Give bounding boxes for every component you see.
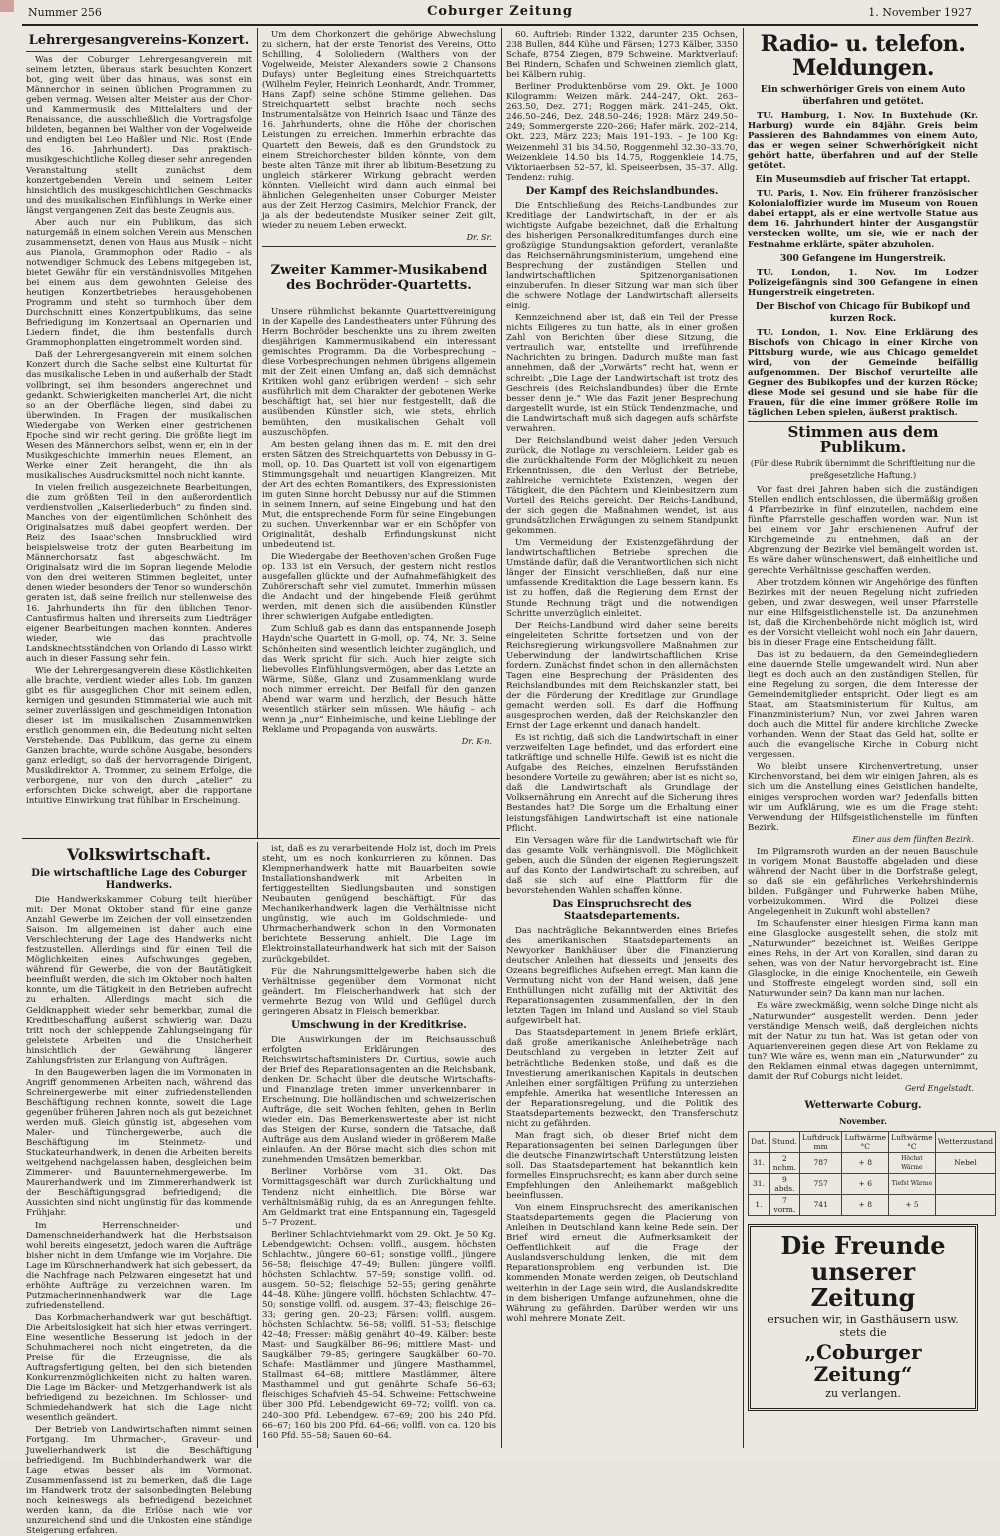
letter-signature: Gerd Engelstadt. [905,1083,974,1093]
article-paragraph: In vielen freilich ausgezeichnete Bearbeitungen, die zum größten Teil in den außerordentlich verdienstvollen „Kaiserliederbuch“ zu finden sind. Manches von der eigentümlichen Schönheit des Originalsatzes muß dabei geopfert werden. Der Reiz des Isaac'schen Innsbrucklied wird beispielsweise trotz der guten Bearbeitung im Männerchorsatz fast abgeschwächt. Im Originalsatz wird die im Sopran liegende Melodie von den drei weiteren Stimmen begleitet, unter denen wieder besonders der Tenor so wunderschön geraten ist, daß seine freilich nur stellenweise des 16. Jahrhunderts ihn für den üblichen Tenor-Cantusfirmus halten und ihrerseits zum Liedträger eigener Bearbeitungen machen konnten. Anderes wieder, wie das prachtvolle Landsknechtsständchen von Orlando di Lasso wirkt auch in dieser Fassung sehr fein. [26,482,252,664]
article-paragraph: Die Handwerkskammer Coburg teilt hierüber mit: Der Monat Oktober stand für eine ganze Anzahl Gewerbe im Zeichen der voll einsetzenden Saison. Im allgemeinen ist daher auch eine Verschlechterung der Lage des Handwerks nicht festzustellen. Allerdings sind für einen Teil die Möglichkeiten eines Aufschwunges gegeben, während für Gewerbe, die von der Bautätigkeit beeinflußt werden, die sich im Oktober noch halten konnte, um die Tätigkeit in den Betrieben aufrecht zu erhalten. Allerdings macht sich die Geldknappheit wieder sehr bemerkbar, zumal die Kreditbeschaffung außerst schwierig war. Dazu tritt noch der schleppende Zahlungseingang für geleistete Arbeiten und die Unsicherheit hinsichtlich der Gewährung längerer Zahlungsfristen zur Erlangung von Aufträgen. [26,895,252,1066]
weather-header-cell: Wetterzustand [935,1131,995,1152]
article-title: Das Einspruchsrecht des Staatsdepartements. [552,898,692,922]
letter-paragraph: Das ist zu bedauern, da den Gemeindegliedern eine dauernde Stelle umgewandelt wird. Nun aber liegt es doch auch an den zuständigen Stellen, für eine Regelung zu sorgen, die dem Interesse der Gemeindemitglieder entspricht. Oder liegt es am Staat, am Staatsministerium für Kultus, am Finanzministerium? Nun, vor zwei Jahren waren doch auch die Mittel für andere kirchliche Zwecke vorhanden. Wenn der Staat das Geld hat, sollte er auch die evangelische Kirche in Coburg nicht vergessen. [748,649,978,761]
ad-text: zu verlangen. [825,1386,901,1400]
article-signature: Dr. Sr. [466,232,492,242]
article-paragraph: Das nachträgliche Bekanntwerden eines Briefes des amerikanischen Staatsdepartements an Newyorker Bankhäuser über die Finanzierung deutscher Anleihen hat diesseits und jenseits des Ozeans begreifliches Aufsehen erregt. Man kann die Vermutung nicht von der Hand weisen, daß jene Enthüllungen nicht zufällig mit der Aktivität des Reparationsagenten zusammenfallen, der in den letzten Tagen im Inland und Ausland so viel Staub aufgewirbelt hat. [506,925,738,1027]
article-title: Zweiter Kammer-Musikabend des Bochröder-Quartetts. [270,262,488,293]
article-paragraph: Die Auswirkungen der im Reichsausschuß erfolgten Erklärungen des Reichswirtschaftsministers Dr. Curtius, sowie auch der Brief des Reparationsagenten an die Reichsbank, denken Dr. Schacht über die deutsche Wirtschafts- und Finanzlage treten immer unverkennbarer in Erscheinung. Die holländischen und schweizerischen Aufträge, die seit Wochen fehlten, gehen in Berlin wieder ein. Das Bemerkenswerteste aber ist nicht das Steigen der Kurse, sondern die Tatsache, daß Aufträge aus dem Ausland wieder in größerem Maße einlaufen. An der Börse macht sich dies schon mit zunehmenden Umsätzen bemerkbar. [262,1034,496,1166]
weather-cell [935,1194,995,1215]
weather-cell: + 5 [889,1194,936,1215]
article-paragraph: Ein Versagen wäre für die Landwirtschaft wie für das gesamte Volk verhängnisvoll. Die Möglichkeit geben, auch die Sünden der eigenen Regierungszeit auf das Konto der Landwirtschaft zu schreiben, auf daß sie sich auf eine Plattform für die bevorstehenden Wahlen schaffen könne. [506,835,738,896]
column-rule [501,28,502,1448]
weather-title: Wetterwarte Coburg. [804,1099,922,1111]
column-rule [743,28,744,1448]
article-paragraph: Daß der Lehrergesangverein mit einem solchen Konzert durch die Sache selbst eine Kulturtat für das musikalische Leben in und außerhalb der Stadt vollbringt, sei ihm besonders angerechnet und gedankt. Schwierigkeiten mancherlei Art, die nicht so an der Oberfläche liegen, sind dabei zu überwinden. In Fragen der musikalischen Wiedergabe von Werken einer gestrichenen Epoche sind wir recht gering. Die größte liegt im Wesen des Männerchors selbst, wenn er, ein in der Musikgeschichte immerhin neues Element, an Werke einer Zeit herangeht, die ihn als musikalisches Ausdrucksmittel noch nicht kannte. [26,350,252,481]
weather-header-cell: Dat. [749,1131,770,1152]
article-signature: Dr. K-n. [461,736,492,746]
column-four [748,30,994,1448]
article-paragraph: Aber auch nur ein Publikum, das sich naturgemäß in einem solchen Verein aus Menschen zusammensetzt, denen von Haus aus Musik – nicht aus Pianola, Grammophon oder Radio – als notwendiger Schmuck des Lebens mitgegeben ist, bietet Gewähr für ein verständnisvolles Mitgehen bei einem aus dem gewohnten Geleise des heutigen Konzertbetriebes herausgehobenen Programm und steht so turmhoch über dem Durchschnitt eines Konzertpublikums, das seine Befriedigung im Konzertsaal an Opernarien und Liedern findet, die ihm bestenfalls durch Grammophonplatten eingetrommelt worden sind. [26,217,252,349]
weather-cell: 741 [799,1194,842,1215]
weather-cell: 31. [749,1152,770,1173]
article-paragraph: Der Reichs-Landbund wird daher seine bereits eingeleiteten Schritte fortsetzen und von der Reichsregierung wirkungsvollere Maßnahmen zur Ueberwindung der landwirtschaftlichen Krise fordern. Zunächst findet schon in den allernächsten Tagen eine Besprechung der Präsidenten des Reichslandbundes mit dem Reichskanzler statt, bei der die Förderung der Kreditlage zur Grundlage gemacht werden soll. Es darf die Hoffnung ausgesprochen werden, daß der Reichskanzler den Ernst der Lage erkennt und danach handelt. [506,620,738,732]
market-report: Berliner Vorbörse vom 31. Okt. Das Vormittagsgeschäft war durch Zurückhaltung und Tendenz nicht einheitlich. Die Börse war verhältnismäßig ruhig, da es an Anregungen fehlte. Am Geldmarkt trat eine Entspannung ein, Tagesgeld 5–7 Prozent. [262,1167,496,1228]
article-paragraph: In den Baugewerben lagen die im Vormonaten in Angriff genommenen Arbeiten nach, während das Schreinergewerbe mit einer zufriedenstellenden Beschäftigung rechnen konnte, soweit die Lage gegenüber früheren Jahren noch als gut bezeichnet werden muß. Gleich günstig ist, abgesehen vom Maler- und Tünchergewerbe, auch die Beschäftigung im Steinmetz- und Stuckateurhandwerk, in denen die Arbeiten bereits weitgehend nachgelassen haben, desgleichen beim Zimmerer- und Bauunternehmergewerbe. Im Maurerhandwerk und im Zimmererhandwerk ist der Beschäftigungsgrad befriedigend; die Aussichten sind nicht ungünstig für das kommende Frühjahr. [26,1067,252,1219]
article-paragraph: Der Betrieb von Landwirtschaften nimmt seinen Fortgang. Im Uhrmacher-, Graveur- und Juwelierhandwerk ist die Beschäftigung befriedigend. Im Buchbinderhandwerk war die Lage etwas besser als im Vormonat. Zusammenfassend ist zu bemerken, daß die Lage im Handwerk trotz der saisonbedingten Belebung noch keineswegs als befriedigend bezeichnet werden kann, da die Erlöse nach wie vor unzureichend sind und die Unkosten eine ständige Steigerung erfahren. [26,1425,252,1536]
issue-date: 1. November 1927 [868,6,972,19]
article-paragraph: ist, daß es zu verarbeitende Holz ist, doch im Preis steht, um es noch konkurrieren zu können. Das Klempnerhandwerk hatte mit Bauarbeiten sowie Installationshandwerk mit Arbeiten in fertiggestellten Siedlungsbauten und sonstigen Neubauten genügend beschäftigt. Für das Mechanikerhandwerk lagen die Verhältnisse nicht ungünstig, wie auch im Goldschmiede- und Uhrmacherhandwerk schon in den Vormonaten berichtete Besserung anhielt. Die Lage im Elektroinstallateurhandwerk hat sich mit der Saison zurückgebildet. [262,844,496,965]
news-headline: Der Bischof von Chicago für Bubikopf und kurzen Rock. [755,301,971,324]
article-paragraph: Von einem Einspruchsrecht des amerikanischen Staatsdepartements gegen die Placierung von Anleihen in Deutschland kann keine Rede sein. Der Brief wird erneut die Aufmerksamkeit der Oeffentlichkeit auf die Frage der Auslandsverschuldung lenken, die mit dem Reparationsproblem eng verbunden ist. Die kommenden Monate werden zeigen, ob Deutschland weiterhin in der Lage sein wird, die Auslandskredite in dem bisherigen Umfange aufzunehmen, ohne die Währung zu gefährden. Darüber werden wir uns wohl mehrere Monate Zeit. [506,1203,738,1324]
weather-cell: Nebel [935,1152,995,1173]
article-paragraph: Unsere rühmlichst bekannte Quartettvereinigung in der Kapelle des Landestheaters unter Führung des Herrn Bochröder beschenkte uns zu ihrem zweiten diesjährigen Kammermusikabend ein interessant gemischtes Programm. Da die Vorbesprechung – diese Vorbesprechungen nehmen übrigens allgemein mit der Zeit einen Umfang an, daß sich demnächst Kritiken wohl ganz erübrigen werden! – sich sehr ausführlich mit dem Charakter der gebotenen Werke beschäftigt hat, sei hier nur festgestellt, daß die ausübenden Künstler sich, wie stets, ehrlich bemühten, den musikalischen Gehalt voll auszuschöpfen. [262,306,496,438]
market-report: Berliner Schlachtviehmarkt vom 29. Okt. Je 50 Kg. Lebendgewicht: Ochsen: vollfl., ausgem. höchsten Schlachtw., jüngere 60–61; sonstige vollfl., jüngere 56–58; fleischige 47–49; Bullen: jüngere vollfl. höchsten Schlachtw. 57–59; sonstige vollfl. od. ausgem. 50–52; fleischige 52–55; gering genährte 44–48. Kühe: jüngere vollfl. höchsten Schlachtw. 47–50; sonstige vollfl. od. ausgem. 37–43; fleischige 26–33; gering gen. 20–23; Färsen: vollfl. ausgem. höchsten Schlachtw. 56–58; vollfl. 51–53; fleischige 42–48; Fresser: mäßig genährt 40–49. Kälber: beste Mast- und Saugkälber 86–96; mittlere Mast- und Saugkälber 79–85; geringere Saugkälber 60–70. Schafe: Mastlämmer und jüngere Masthammel, Stallmast 64–68; mittlere Mastlämmer, ältere Masthammel und gut genährte Schafe 56–63; fleischiges Schafvieh 45–54. Schweine: Fettschweine über 300 Pfd. Lebendgewicht 69–72; vollfl. von ca. 240–300 Pfd. Lebendgew. 67–69; 200 bis 240 Pfd. 66–67; 160 bis 200 Pfd. 64–66; vollfl. von ca. 120 bis 160 Pfd. 55–58; Sauen 60–64. [262,1229,496,1441]
article-paragraph: Im Herrenschneider- und Damenschneiderhandwerk hat die Herbstsaison wohl bereits eingesetzt, jedoch waren die Aufträge bisher nicht in dem Umfange wie im Vorjahre. Die Lage im Kürschnerhandwerk hat sich gebessert, da die Nachfrage nach Pelzwaren eingesetzt hat und erhöhte Aufträge zu verzeichnen waren. Im Putzmacherinnenhandwerk war die Lage zufriedenstellend. [26,1220,252,1311]
weather-cell: + 8 [842,1194,889,1215]
news-item: TU. Hamburg, 1. Nov. In Buxtehude (Kr. Harburg) wurde ein 84jähr. Greis beim Passieren des Bahndammes von einem Auto, das er wegen seiner Schwerhörigkeit nicht gehört hatte, überfahren und auf der Stelle getötet. [748,111,978,172]
weather-cell: 31. [749,1173,770,1194]
ad-text: ersuchen wir, in Gasthäusern usw. stets die [767,1312,959,1339]
article-paragraph: Die Wiedergabe der Beethoven'schen Großen Fuge op. 133 ist ein Versuch, der gestern nicht restlos ausgefallen glückte und der Aufnahmefähigkeit des Zuhörerschaft sehr viel zumutet. Immerhin müssen die Andacht und der hingebende Fleiß gerühmt werden, mit denen sich die ausübenden Künstler ihrer schwierigen Aufgabe entledigten. [262,552,496,623]
weather-cell: + 8 [842,1152,889,1173]
article-paragraph: Es ist richtig, daß sich die Landwirtschaft in einer verzweifelten Lage befindet, und das erfordert eine tatkräftige und schnelle Hilfe. Gewiß ist es nicht die Aufgabe des Reiches, einzelnen Berufsständen besondere Vorteile zu gewähren; aber ist es nicht so, daß die Landwirtschaft als Grundlage der Volksernährung ein Anrecht auf die Sicherung ihres Bestandes hat? Die Sorge um die Erhaltung einer leistungsfähigen Landwirtschaft ist eine nationale Pflicht. [506,733,738,834]
news-headline: Ein schwerhöriger Greis von einem Auto überfahren und getötet. [760,85,966,107]
article-concert-continued [262,30,496,836]
weather-month: November. [839,1115,887,1126]
ad-paper-name: „Coburger Zeitung“ [804,1339,922,1386]
public-section-note: (Für diese Rubrik übernimmt die Schriftleitung nur die preßgesetzliche Haftung.) [750,459,976,481]
title-rule [26,51,252,52]
weather-table [748,1131,996,1216]
letter-paragraph: Im Pilgramsroth wurden an der neuen Bauschule in vorigem Monat Baustoffe abgeladen und diese während der Nacht über in die Dorfstraße gelegt, so daß sie ein gefährliches Verkehrshindernis bilden. Fußgänger und Fuhrwerke haben Mühe, vorbeizukommen. Wird die Polizei diese Angelegenheit in Zukunft wohl abstellen? [748,846,978,918]
weather-cell: 7 vorm. [769,1194,799,1215]
letter-paragraph: Im Schaufenster einer hiesigen Firma kann man eine Glasglocke ausgestellt sehen, die stolz mit „Naturwunder“ bezeichnet ist. Weißes Gerippe eines Rehs, in der Art von Korallen, sind daran zu sehen, was von der Natur hervorgebracht ist. Eine Glasglocke, in die einige Knochenteile, ein Geweih und Stoffreste eingelegt worden sind, soll ein Naturwunder sein? Da kann man nur lachen. [748,919,978,1000]
weather-cell: 787 [799,1152,842,1173]
article-title: Die wirtschaftliche Lage des Coburger Handwerks. [31,868,247,891]
weather-cell: 1. [749,1194,770,1215]
weather-cell: 9 abds. [769,1173,799,1194]
news-headline: 300 Gefangene im Hungerstreik. [780,253,946,264]
ad-headline: Die Freunde unserer Zeitung [780,1230,946,1312]
article-title: Umschwung in der Kreditkrise. [291,1019,467,1031]
weather-row [749,1194,996,1215]
market-report: Berliner Produktenbörse vom 29. Okt. Je 1000 Kilogramm: Weizen märk. 244–247, Okt. 263–263.50, Dez. 271; Roggen märk. 241–245, Okt. 246.50–246, Dez. 248.50–246; 1928: März 249.50–249; Sommergerste 220–266; Hafer märk. 202–214, Okt. 223, März 223; Mais 191–193. – Je 100 Kg: Weizenmehl 31 bis 34.50, Roggenmehl 32.30–33.70, Weizenkleie 14.50 bis 14.75, Roggenkleie 14.75, Viktoriaerbsen 52–57, kl. Speiseerbsen, 35–37. Allg. Tendenz: ruhig. [506,82,738,183]
letter-paragraph: Vor fast drei Jahren haben sich die zuständigen Stellen endlich entschlossen, die übermäßig großen 4 Pfarrbezirke in fünf einzuteilen, nachdem eine fünfte Pfarrstelle geschaffen worden war. Nun ist bei einem vor Jahr erschienenen Aufruf der Kirchgemeinde zu entnehmen, daß an der Abgrenzung der Bezirke viel bemängelt worden ist. Es wäre daher wünschenswert, daß einheitliche und gerechte Verhältnisse geschaffen werden. [748,485,978,576]
weather-cell: Tiefst Wärme [889,1173,936,1194]
letter-paragraph: Aber trotzdem können wir Angehörige des fünften Bezirkes mit der neuen Regelung nicht zufrieden geben, und zwar deswegen, weil unser Pfarrstelle nur eine Hilfsgeistlichenstelle ist. Da anzunehmen ist, daß die Kirchenbehörde nicht möglich ist, wird es der Vorsicht vielleicht wohl noch ein Jahr dauern, bis in dieser Frage eine Entscheidung fällt. [748,577,978,648]
header-rule [22,24,978,26]
weather-cell: + 6 [842,1173,889,1194]
weather-header-cell: Luftwärme °C [842,1131,889,1152]
weather-cell [935,1173,995,1194]
news-item: TU. London, 1. Nov. Im Lodzer Polizeigefängnis sind 300 Gefangene in einen Hungerstreik eingetreten. [748,267,978,298]
weather-header-cell: Luftwärme °C [889,1131,936,1152]
radio-section-title: Radio- u. telefon. Meldungen. [760,31,966,81]
weather-cell: 2 nchm. [769,1152,799,1173]
article-paragraph: Das Staatsdepartement in jenem Briefe erklärt, daß große amerikanische Anleihebeträge nach Deutschland zu vergeben in letzter Zeit auf beträchtliche Bedenken stoße, und daß es die Investierung amerikanischen Kapitals in deutschen Anleihen einer sorgfältigen Prüfung zu unterziehen empfehle. Amerika hat wesentliche Interessen an der Reparationsregelung, und die Politik des Staatsdepartements bezweckt, den Transferschutz nicht zu gefährden. [506,1028,738,1129]
news-headline: Ein Museumsdieb auf frischer Tat ertappt. [755,175,971,186]
article-paragraph: Für die Nahrungsmittelgewerbe haben sich die Verhältnisse gegenüber dem Vormonat nicht geändert. Im Fleischerhandwerk hat sich der vermehrte Bezug von Wild und Geflügel durch geringeren Absatz in Fleisch bemerkbar. [262,966,496,1017]
section-divider [748,421,978,422]
article-paragraph: Um Vermeidung der Existenzgefährdung der landwirtschaftlichen Betriebe sprechen die Umstände dafür, daß die Verantwortlichen sich nicht länger der Einsicht verschließen, daß nur eine umfassende Kreditaktion die Lage bessern kann. Es ist zu hoffen, daß die Regierung dem Ernst der Stunde Rechnung trägt und die notwendigen Schritte unverzüglich einleitet. [506,538,738,619]
weather-row [749,1173,996,1194]
weather-cell: Höchst Wärme [889,1152,936,1173]
article-paragraph: Um dem Chorkonzert die gehörige Abwechslung zu sichern, hat der erste Tenorist des Vereins, Otto Schilling, 4 Sololiedern (Walthers von der Vogelweide, Meister Alexanders sowie 2 Chansons Dufays) unter Begleitung eines Streichquartetts (Wilhelm Feyler, Heinrich Leonhardt, Andr. Trommer, Hans Zapf) seine schöne Stimme geliehen. Das Streichquartett selbst brachte noch sechs Instrumentalsätze von Heinrich Isaac und Tänze des 16. Jahrhunderts, ohne die Höhe der chorischen Leistungen zu erreichen. Immerhin erbrachte das Quartett den Beweis, daß es den Grundstock zu einem Streichorchester bilden könnte, von dem beste alten Tänze mit ihrer ab libitum-Besetzung zu ungleich stärkerer Wirkung gebracht werden könnten. Vielleicht wird dann auch einmal bei ähnlichen Gelegenheiten unser Coburger Meister aus der Zeit Herzog Casimirs, Melchior Franck, der ja als der bedeutendste Musiker seiner Zeit gilt, wieder zu neuem Leben erweckt. [262,30,496,231]
weather-header-cell: Luftdruck mm [799,1131,842,1152]
newspaper-title: Coburger Zeitung [427,4,573,19]
column-three [506,30,738,1448]
page-corner-mark [0,0,14,12]
section-economy [26,844,252,1536]
public-section-title: Stimmen aus dem Publikum. [787,423,939,457]
section-rule [22,838,500,839]
newspaper-advertisement [748,1224,978,1411]
news-item: TU. Paris, 1. Nov. Ein früherer französischer Kolonialoffizier wurde im Museum von Rouen dabei ertappt, als er eine wertvolle Statue aus dem 16. Jahrhundert hinter der Ausgangstür verstecken wollte, um sie, wie er nach der Festnahme erklärte, später abzuholen. [748,189,978,250]
article-paragraph: Was der Coburger Lehrergesangverein mit seinem letzten, überaus stark besuchten Konzert bot, ging weit über das hinaus, was sonst ein Männerchor in seinen üblichen Programmen zu geben vermag. Weisen alter Meister aus der Chor- und Kammermusik des Mittelalters und der Renaissance, die ausschließlich die Vortragsfolge bildeten, begannen bei Walther von der Vogelweide und endigten bei Leo Haßler und Nic. Rost (Ende des 16. Jahrhundert). Das praktisch-musikgeschichtliche Kolleg dieser sehr anregenden Veranstaltung stellt zunächst dem konzertgebenden Verein und seinem Leiter hinsichtlich des musikgeschichtlichen Geschmacks und des musikalischen Einfühlungs in Werke einer längst vergangenen Zeit das beste Zeugnis aus. [26,55,252,216]
article-divider [262,246,496,247]
article-paragraph: Wie der Lehrergesangverein diese Köstlichkeiten alle brachte, verdient wieder alles Lob. Im ganzen gibt es für ausgeglichen Chor mit seinem edlen, kernigen und gesunden Stimmaterial wie auch mit seiner zuverlässigen und geschmeidigen Intonation dieser ist im musikalischen Zusammenwirken erstlich genommen ein, die Bedeutung nicht selten Verstehende. Das Publikum, das gerne zu einem Ganzen brachte, wurde schöne Ausgabe, besonders ganz erledigt, so daß der hervorragende Dirigent, Musikdirektor A. Trommer, zu seinem Erfolge, die verborgene, nur von den durch „atelier“ zu erforschten Dicke schweigt, aber die rapportane intuitive Einwirkung trat fühlbar in Erscheinung. [26,665,252,807]
issue-number: Nummer 256 [28,6,102,19]
letter-signature: Einer aus dem fünften Bezirk. [852,834,974,844]
market-report: 60. Auftrieb: Rinder 1322, darunter 235 Ochsen, 238 Bullen, 844 Kühe und Färsen; 1273 Kälber, 3350 Schafe, 8754 Ziegen, 879 Schweine. Marktverlauf: Bei Rindern, Schafen und Schweinen ziemlich glatt, bei Kälbern ruhig. [506,30,738,81]
article-paragraph: Die Entschließung des Reichs-Landbundes zur Kreditlage der Landwirtschaft, in der er als wichtigste Aufgabe bezeichnet, daß die Erhaltung des bisherigen Personalkreditumfanges durch eine großzügige Stundungsaktion gefordert, veranlaßte das Reichsernährungsministerium, umgehend eine Besprechung der zuständigen Stellen und landwirtschaftlichen Spitzenorganisationen einzuberufen. In dieser Sitzung war man sich über die schwere Notlage der Landwirtschaft allerseits einig. [506,200,738,312]
section-title: Volkswirtschaft. [66,845,212,864]
article-paragraph: Man fragt sich, ob dieser Brief nicht dem Reparationsagenten bei seinen Darlegungen über die deutsche Finanzwirtschaft Unterstützung leisten soll. Das Staatsdepartement hat bekanntlich kein formelles Einspruchsrecht; es kann aber durch seine Empfehlungen den Anleihemarkt maßgeblich beeinflussen. [506,1130,738,1202]
weather-cell: 757 [799,1173,842,1194]
weather-row [749,1152,996,1173]
news-item: TU. London, 1. Nov. Eine Erklärung des Bischofs von Chicago in einer Kirche von Pittsburg wurde, wie aus Chicago gemeldet wird, von der Gemeinde beifällig aufgenommen. Der Bischof verurteilte alle Gegner des Bubikopfes und der kurzen Röcke; diese Mode sei gesund und sie habe für die Frauen, für die eine immer größere Rolle im täglichen Leben spielen, äußerst praktisch. [748,327,978,419]
article-paragraph: Zum Schluß gab es dann das entspannende Joseph Haydn'sche Quartett in G-moll, op. 74, Nr. 3. Seine Schönheiten sind wesentlich leichter zugänglich, und das Werk spricht für sich. Auch hier zeigte sich liebevolles Einfühlungsvermögen, aber das Letzte an Wärme, Süße, Glanz und Zusammenklang wurde noch nimmer erreicht. Der Beifall für den ganzen Abend war warm und herzlich, der Besuch hätte wesentlich stärker sein müssen. Wie häufig – ach wenn ja „nur“ Einheimische, und keine Lieblinge der Reklame und Propaganda von auswärts. [262,624,496,735]
letter-paragraph: Es wäre zweckmäßig, wenn solche Dinge nicht als „Naturwunder“ ausgestellt werden. Denn jeder verständige Mensch weiß, daß dergleichen nichts mit der Natur zu tun hat. Was ist getan oder von Aquarienvereinen gegen diese Art von Reklame zu tun? Wie wäre es, wenn man ein „Naturwunder“ zu den Reklamen einmal etwas dagegen unternimmt, damit der Ruf Coburgs nicht leidet. [748,1001,978,1082]
letter-paragraph: Wo bleibt unsere Kirchenvertretung, unser Kirchenvorstand, bei dem wir einigen Jahren, als es sich um die Anstellung eines Geistlichen handelte, einiges versprochen worden war? Jedenfalls bitten wir um Aufklärung, wie es um die Frage steht: Verwendung der Hilfsgeistlichenstelle im fünften Bezirk. [748,762,978,833]
page-header [22,4,978,22]
column-rule [257,842,258,1448]
article-paragraph: Kennzeichnend aber ist, daß ein Teil der Presse nichts Eiligeres zu tun hatte, als in einer großen Zahl von Berichten über diese Sitzung, die vertraulich war, entstellte und irreführende Nachrichten zu bringen. Dadurch mußte man fast annehmen, daß der „Vorwärts“ recht hat, wenn er schreibt: „Die Lage der Landwirtschaft ist trotz des Geschreis (des Reichslandbundes) über die Ernte besser denn je.“ Wie das Fazit jener Besprechung dargestellt wurde, ist ein Stück Tendenzmache, und die Landwirtschaft muß sich dagegen aufs schärfste verwahren. [506,313,738,434]
article-title: Lehrergesangvereins-Konzert. [28,33,250,48]
article-title: Der Kampf des Reichslandbundes. [525,185,719,197]
section-economy-continued [262,844,496,1448]
column-rule [257,28,258,838]
article-choir-concert [26,30,252,836]
article-paragraph: Das Korbmacherhandwerk war gut beschäftigt. Die Arbeitslosigkeit hat sich hier etwas verringert. Eine wesentliche Besserung ist jedoch in der Schuhmacherei noch nicht eingetreten, da die Preise für die Erzeugnisse, die als Auftragsfertigung gelten, bei den sich bietenden Konkurrenzmöglichkeiten nicht zu halten waren. Die Lage im Bäcker- und Metzgerhandwerk ist als befriedigend zu bezeichnen. Im Schlosser- und Schmiedehandwerk hat sich die Lage nicht wesentlich geändert. [26,1312,252,1424]
weather-header-cell: Stund. [769,1131,799,1152]
weather-header-row [749,1131,996,1152]
article-paragraph: Der Reichslandbund weist daher jeden Versuch zurück, die Notlage zu verschleiern. Leider gab es die zurückhaltende Form der Möglichkeit zu neuen Erkenntnissen, die den Verlust der Betriebe, zahlreiche vernichtete Existenzen, wegen der Tätigkeit, die den Pächtern und Kleinbesitzern zum Vorteil des Reichs gereicht. Der Reichs-Landbund, der sich gegen die Maßnahmen wendet, ist aus grundsätzlichen Erwägungen zu seinem Standpunkt gekommen. [506,435,738,537]
article-paragraph: Am besten gelang ihnen das m. E. mit den drei ersten Sätzen des Streichquartetts von Debussy in G-moll, op. 10. Das Quartett ist voll von eigenartigem Stimmungsgehalt und neuartigen Klangreizen. Mit der Art des echten Romantikers, des Expressionisten im guten Sinne horcht Debussy nur auf die Stimmen in seinem Innern, auf seine Eingebung und hat den Mut, die entsprechende Form für seine Eingebungen zu suchen. Unverkennbar war er ein Schöpfer von Originalität, deshalb Erfindungskunst nicht unbedeutend ist. [262,439,496,551]
